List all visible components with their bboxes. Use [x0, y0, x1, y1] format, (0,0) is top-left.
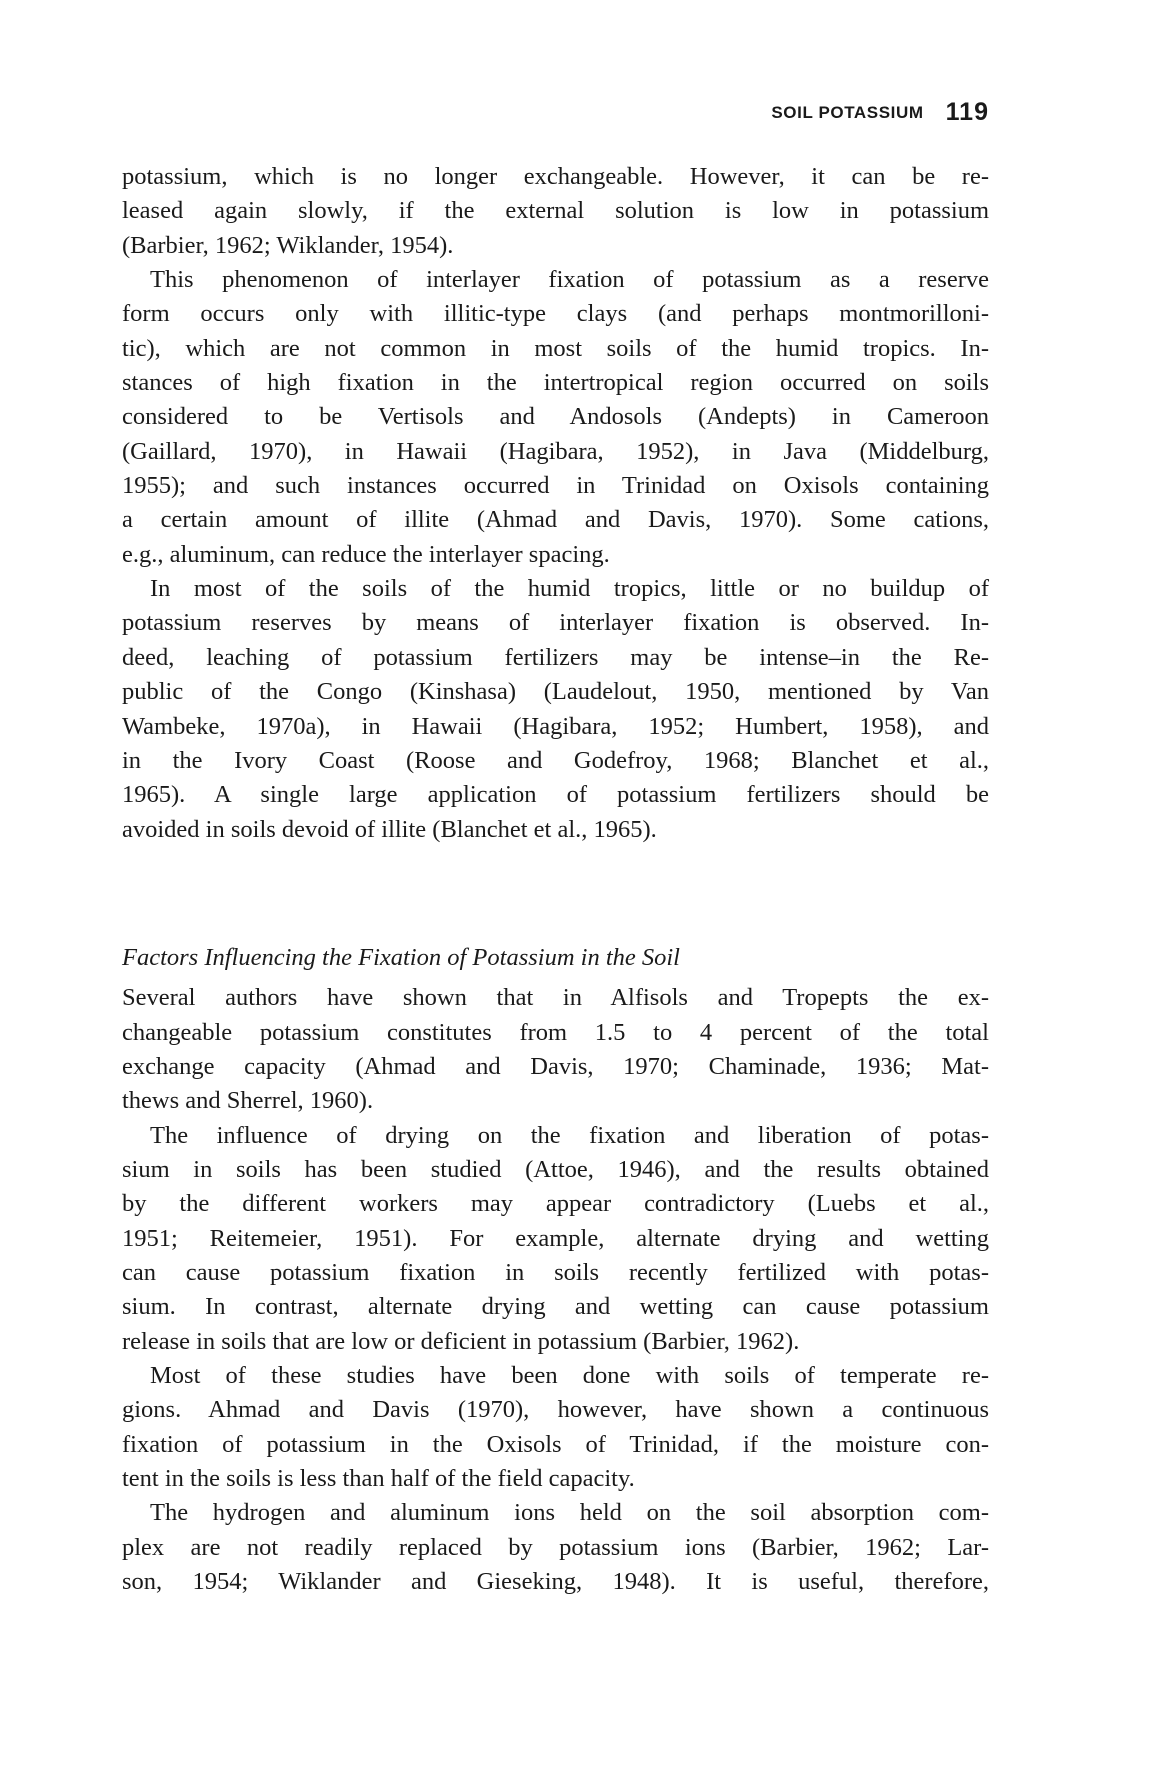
text-line: 1955); and such instances occurred in Trinidad on Oxisols containing [122, 472, 989, 500]
text-line: tent in the soils is less than half of the field capacity. [122, 1465, 635, 1493]
text-line: 1951; Reitemeier, 1951). For example, alternate drying and wetting [122, 1224, 989, 1252]
text-line: in the Ivory Coast (Roose and Godefroy, 1968; Blanchet et al., [122, 746, 989, 774]
running-head [122, 98, 989, 127]
text-line: Most of these studies have been done with soils of temperate re- [150, 1362, 989, 1389]
body-text [122, 160, 989, 1599]
section-spacer [122, 847, 989, 941]
text-line: potassium, which is no longer exchangeable. However, it can be re- [122, 163, 989, 190]
text-line: Wambeke, 1970a), in Hawaii (Hagibara, 1952; Humbert, 1958), and [122, 712, 989, 740]
text-line: thews and Sherrel, 1960). [122, 1087, 374, 1115]
text-line: leased again slowly, if the external solution is low in potassium [122, 197, 989, 225]
text-line: public of the Congo (Kinshasa) (Laudelout, 1950, mentioned by Van [122, 678, 989, 706]
text-line: This phenomenon of interlayer fixation of potassium as a reserve [150, 266, 989, 294]
text-line: (Barbier, 1962; Wiklander, 1954). [122, 231, 454, 259]
text-line: sium. In contrast, alternate drying and wetting can cause potassium [122, 1293, 989, 1321]
text-line: avoided in soils devoid of illite (Blanchet et al., 1965). [122, 815, 657, 843]
text-line: form occurs only with illitic-type clays (and perhaps montmorilloni- [122, 300, 989, 328]
text-line: 1965). A single large application of potassium fertilizers should be [122, 781, 989, 809]
text-line: considered to be Vertisols and Andosols (Andepts) in Cameroon [122, 403, 989, 431]
text-line: tic), which are not common in most soils of the humid tropics. In- [122, 334, 989, 362]
text-section-fixation-factors [122, 981, 989, 1599]
text-line: by the different workers may appear contradictory (Luebs et al., [122, 1190, 989, 1218]
text-line: exchange capacity (Ahmad and Davis, 1970; Chaminade, 1936; Mat- [122, 1052, 989, 1080]
text-line: potassium reserves by means of interlayer fixation is observed. In- [122, 609, 989, 637]
text-line: The hydrogen and aluminum ions held on the soil absorption com- [150, 1499, 989, 1527]
text-line: In most of the soils of the humid tropics, little or no buildup of [150, 575, 989, 603]
text-line: can cause potassium fixation in soils recently fertilized with potas- [122, 1258, 989, 1286]
text-line: (Gaillard, 1970), in Hawaii (Hagibara, 1952), in Java (Middelburg, [122, 437, 989, 465]
running-head-title: SOIL POTASSIUM [771, 102, 924, 122]
text-line: The influence of drying on the fixation and liberation of potas- [150, 1121, 989, 1149]
text-line: deed, leaching of potassium fertilizers may be intense–in the Re- [122, 643, 989, 671]
text-line: stances of high fixation in the intertropical region occurred on soils [122, 369, 989, 397]
text-line: release in soils that are low or deficient in potassium (Barbier, 1962). [122, 1327, 800, 1355]
text-section-interlayer-fixation [122, 160, 989, 847]
section-heading: Factors Influencing the Fixation of Potassium in the Soil [122, 943, 680, 971]
text-line: gions. Ahmad and Davis (1970), however, have shown a continuous [122, 1396, 989, 1424]
text-line: fixation of potassium in the Oxisols of Trinidad, if the moisture con- [122, 1430, 989, 1458]
text-line: son, 1954; Wiklander and Gieseking, 1948). It is useful, therefore, [122, 1568, 989, 1596]
text-line: Several authors have shown that in Alfisols and Tropepts the ex- [122, 984, 989, 1012]
text-line: plex are not readily replaced by potassium ions (Barbier, 1962; Lar- [122, 1533, 989, 1561]
text-line: changeable potassium constitutes from 1.5 to 4 percent of the total [122, 1018, 989, 1046]
text-line: a certain amount of illite (Ahmad and Davis, 1970). Some cations, [122, 506, 989, 534]
page-number: 119 [945, 98, 989, 126]
text-line: e.g., aluminum, can reduce the interlayer spacing. [122, 540, 610, 568]
text-line: sium in soils has been studied (Attoe, 1946), and the results obtained [122, 1155, 989, 1183]
